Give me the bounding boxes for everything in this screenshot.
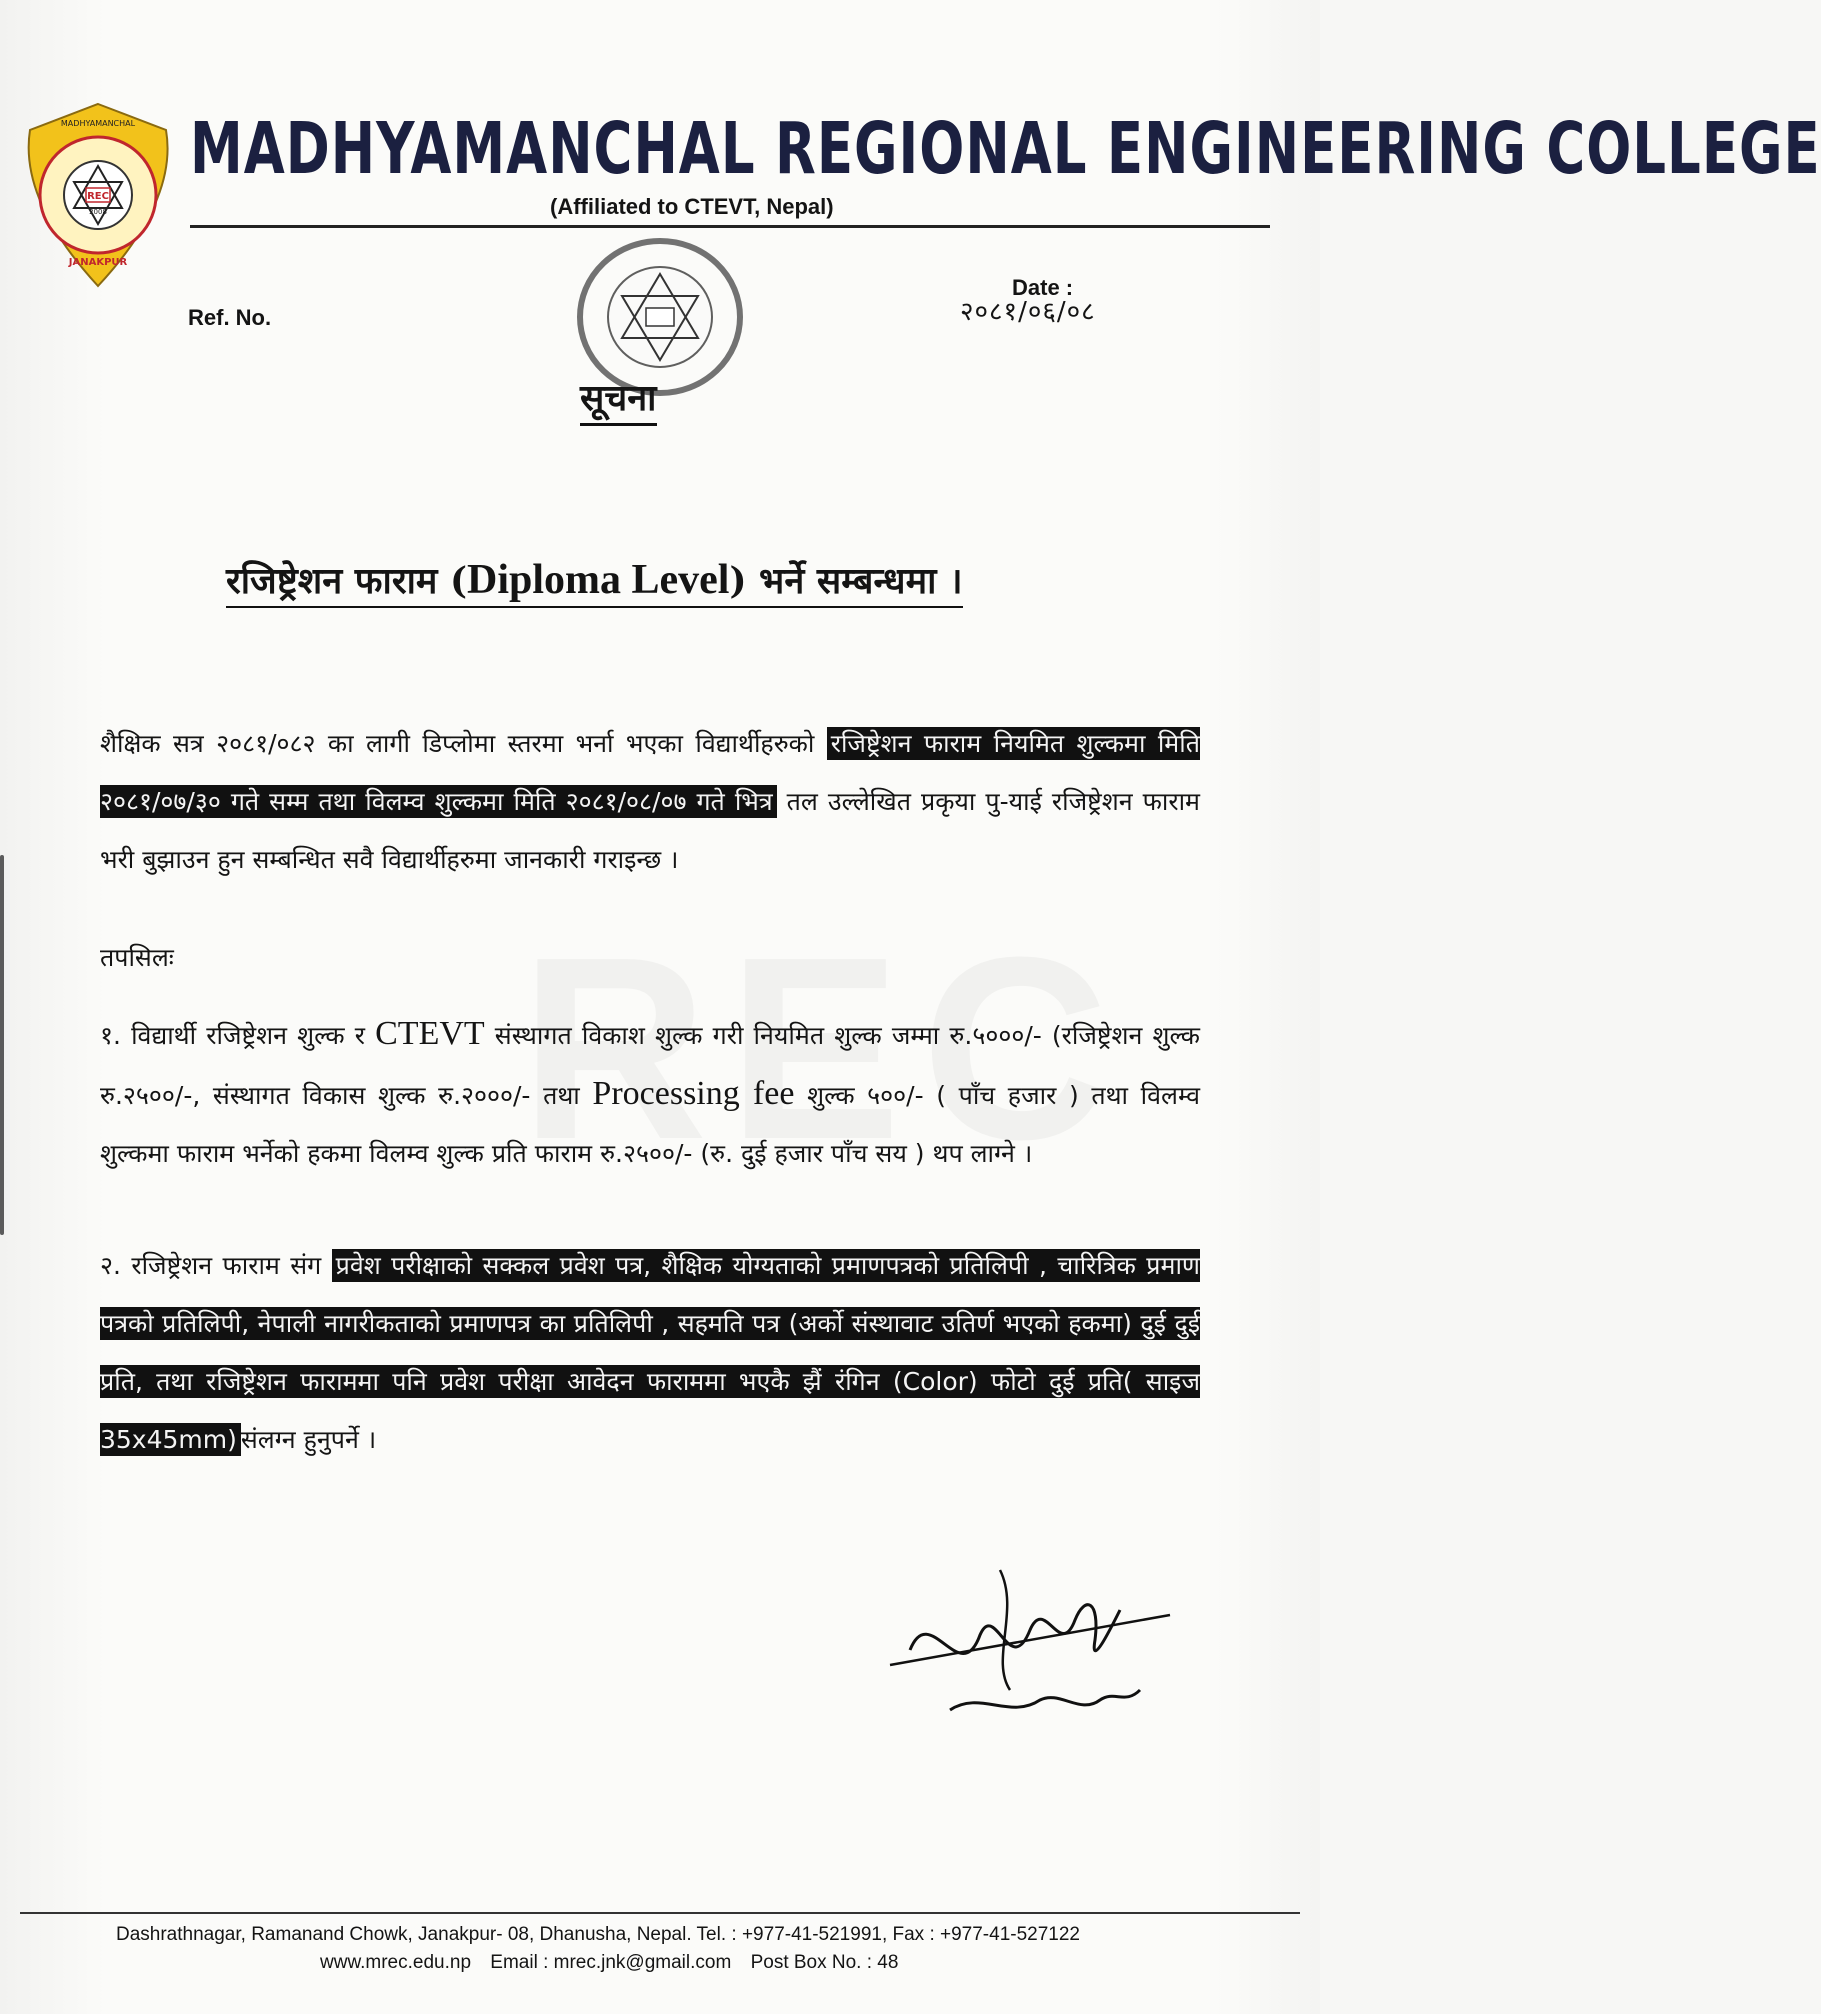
logo-bottom-text: JANAKPUR xyxy=(68,257,128,268)
paragraph-intro-highlight: रजिष्ट्रेशन फाराम नियमित शुल्कमा मिति २०८१/०७/३० गते सम्म तथा विलम्व शुल्कमा मिति २०८१/०८/०७ गते भित्र xyxy=(100,729,1200,816)
item1-processing-fee: Processing fee xyxy=(592,1075,795,1112)
item2-text-a: २. रजिष्ट्रेशन फाराम संग xyxy=(100,1251,332,1280)
item1-text-a: १. विद्यार्थी रजिष्ट्रेशन शुल्क र xyxy=(100,1021,376,1050)
detail-item-1 xyxy=(100,1005,1200,1183)
college-name: MADHYAMANCHAL REGIONAL ENGINEERING COLLEGE xyxy=(190,108,1821,191)
notice-subject xyxy=(226,555,963,608)
affiliation: (Affiliated to CTEVT, Nepal) xyxy=(550,194,834,219)
item2-highlight: प्रवेश परीक्षाको सक्कल प्रवेश पत्र, शैक्षिक योग्यताको प्रमाणपत्रको प्रतिलिपी , चारित्रिक प्रमाण पत्रको प्रतिलिपी, नेपाली नागरीकताको प्रमाणपत्र का प्रतिलिपी , सहमति पत्र (अर्को संस्थावाट उतिर्ण भएको हकमा) दुई दुई प्रति, तथा रजिष्ट्रेशन फाराममा पनि प्रवेश परीक्षा आवेदन फाराममा भएकै झैं रंगिन (Color) फोटो दुई प्रति( साइज 35x45mm) xyxy=(100,1251,1200,1454)
ref-number-label: Ref. No. xyxy=(188,305,272,330)
logo-year: 2008 xyxy=(89,208,107,216)
footer-email-link[interactable]: Email : mrec.jnk@gmail.com xyxy=(490,1952,732,1973)
college-logo-icon xyxy=(16,100,181,290)
paragraph-intro-part2: तल उल्लेखित प्रकृया पु-याई रजिष्ट्रेशन फाराम भरी बुझाउन हुन सम्बन्धित सवै विद्यार्थीहरुमा जानकारी गराइन्छ । xyxy=(100,787,1200,874)
logo-top-text: MADHYAMANCHAL xyxy=(60,119,136,128)
notice-title: सूचना xyxy=(580,372,657,426)
item1-text-b: संस्थागत विकाश शुल्क गरी नियमित शुल्क जम्मा रु.५०००/- (रजिष्ट्रेशन शुल्क रु.२५००/-, संस्थागत विकास शुल्क रु.२०००/- तथा xyxy=(100,1021,1200,1110)
footer-contact xyxy=(320,1952,912,1974)
paragraph-intro xyxy=(100,715,1200,889)
footer-address: Dashrathnagar, Ramanand Chowk, Janakpur- 08, Dhanusha, Nepal. Tel. : +977-41-521991, Fax : +977-41-527122 xyxy=(116,1924,1080,1945)
item1-ctevt: CTEVT xyxy=(375,1015,485,1052)
item1-text-c: शुल्क ५००/- ( पाँच हजार ) तथा विलम्व शुल्कमा फाराम भर्नेको हकमा विलम्व शुल्क प्रति फाराम रु.२५००/- (रु. दुई हजार पाँच सय ) थप लाग्ने । xyxy=(100,1081,1200,1168)
item2-text-b: संलग्न हुनुपर्ने । xyxy=(240,1425,377,1454)
details-heading: तपसिलः xyxy=(100,943,174,972)
signature-icon xyxy=(870,1540,1190,1740)
footer-divider xyxy=(20,1912,1300,1914)
subject-prefix: रजिष्ट्रेशन फाराम ( xyxy=(226,560,467,602)
subject-english: Diploma Level xyxy=(467,557,730,603)
subject-suffix: ) भर्ने सम्बन्धमा । xyxy=(729,560,963,602)
detail-item-2 xyxy=(100,1237,1200,1469)
footer-website-link[interactable]: www.mrec.edu.np xyxy=(320,1952,472,1973)
logo-abbr: REC xyxy=(87,191,109,202)
page-edge-shadow xyxy=(0,855,4,1235)
date-label: Date : xyxy=(1012,275,1074,300)
footer-pobox: Post Box No. : 48 xyxy=(750,1952,899,1973)
date-value: २०८१/०६/०८ xyxy=(960,297,1096,327)
paragraph-intro-part1: शैक्षिक सत्र २०८१/०८२ का लागी डिप्लोमा स्तरमा भर्ना भएका विद्यार्थीहरुको xyxy=(100,729,827,758)
header-divider xyxy=(190,225,1270,228)
